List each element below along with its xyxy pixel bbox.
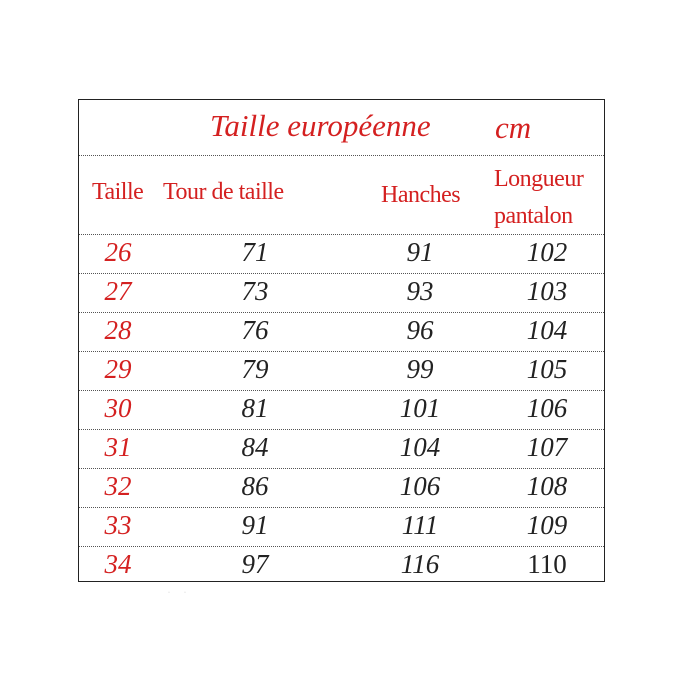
hips-cell: 99 (406, 354, 434, 384)
waist-cell: 81 (241, 393, 269, 423)
hips-cell: 93 (406, 276, 434, 306)
hips-cell: 96 (406, 315, 434, 345)
waist-cell: 79 (241, 354, 269, 384)
header-length-line2: pantalon (494, 203, 573, 229)
title-row (79, 100, 604, 156)
hips-cell: 91 (406, 237, 434, 267)
header-row (79, 155, 604, 235)
length-cell: 103 (526, 276, 568, 306)
table-row (79, 429, 604, 469)
size-cell: 34 (104, 549, 132, 579)
table-row (79, 390, 604, 430)
length-cell: 108 (526, 471, 568, 501)
size-cell: 28 (104, 315, 132, 345)
table-row (79, 546, 604, 585)
waist-cell: 97 (241, 549, 269, 579)
hips-cell: 106 (399, 471, 441, 501)
table-row (79, 468, 604, 508)
size-chart-table (78, 99, 605, 582)
header-length (494, 161, 583, 235)
waist-cell: 91 (241, 510, 269, 540)
length-cell: 107 (526, 432, 568, 462)
table-row (79, 312, 604, 352)
table-row (79, 273, 604, 313)
hips-cell: 116 (400, 549, 440, 579)
waist-cell: 76 (241, 315, 269, 345)
size-cell: 26 (104, 237, 132, 267)
size-cell: 32 (104, 471, 132, 501)
waist-cell: 73 (241, 276, 269, 306)
size-cell: 27 (104, 276, 132, 306)
hips-cell: 104 (399, 432, 441, 462)
length-cell: 106 (526, 393, 568, 423)
size-cell: 33 (104, 510, 132, 540)
unit-label: cm (495, 110, 532, 145)
waist-cell: 71 (241, 237, 269, 267)
table-row (79, 234, 604, 274)
decorative-dot: · (168, 590, 170, 596)
header-length-line1: Longueur (494, 166, 584, 192)
length-cell: 102 (526, 237, 568, 267)
length-cell: 109 (526, 510, 568, 540)
size-cell: 31 (104, 432, 132, 462)
size-cell: 29 (104, 354, 132, 384)
header-hips: Hanches (381, 182, 461, 208)
table-row (79, 507, 604, 547)
length-cell: 105 (526, 354, 568, 384)
waist-cell: 84 (241, 432, 269, 462)
size-cell: 30 (104, 393, 132, 423)
table-title: Taille européenne (210, 108, 431, 143)
hips-cell: 111 (401, 510, 439, 540)
length-cell: 104 (526, 315, 568, 345)
header-waist: Tour de taille (163, 179, 284, 205)
decorative-dot: · (184, 590, 186, 596)
header-size: Taille (92, 179, 144, 205)
hips-cell: 101 (399, 393, 441, 423)
table-row (79, 351, 604, 391)
length-cell: 110 (527, 549, 567, 579)
waist-cell: 86 (241, 471, 269, 501)
